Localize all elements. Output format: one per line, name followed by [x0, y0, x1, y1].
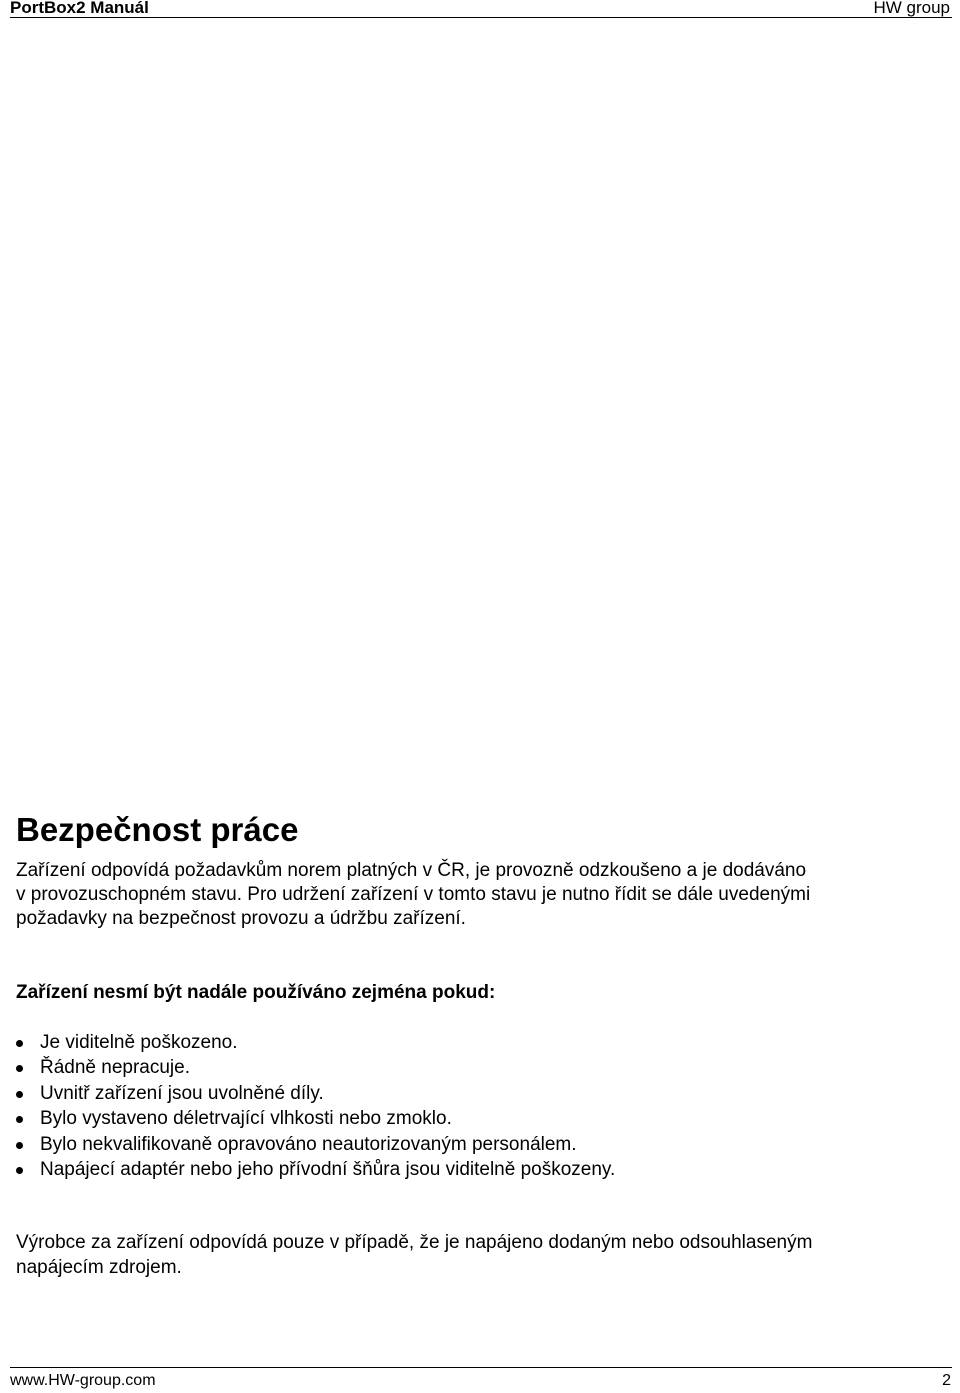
intro-line: v provozuschopném stavu. Pro udržení zařízení v tomto stavu je nutno řídit se dále uvedenými	[16, 884, 811, 905]
closing-paragraph	[16, 1230, 946, 1280]
warning-heading: Zařízení nesmí být nadále používáno zejména pokud:	[16, 982, 496, 1003]
list-item-text: Bylo vystaveno déletrvající vlhkosti nebo zmoklo.	[40, 1108, 452, 1130]
closing-line: napájecím zdrojem.	[16, 1257, 182, 1278]
list-item-text: Bylo nekvalifikovaně opravováno neautorizovaným personálem.	[40, 1133, 577, 1155]
page-footer	[10, 1367, 952, 1392]
footer-website: www.HW-group.com	[10, 1372, 156, 1389]
list-item-text: Uvnitř zařízení jsou uvolněné díly.	[40, 1082, 324, 1104]
bullet-icon	[16, 1116, 23, 1123]
bullet-icon	[16, 1040, 23, 1047]
list-item	[16, 1030, 615, 1055]
header-document-title: PortBox2 Manuál	[10, 0, 149, 17]
closing-line: Výrobce za zařízení odpovídá pouze v případě, že je napájeno dodaným nebo odsouhlaseným	[16, 1232, 813, 1253]
list-item	[16, 1132, 615, 1157]
list-item	[16, 1157, 615, 1182]
page-header	[10, 0, 952, 18]
bullet-icon	[16, 1065, 23, 1072]
list-item	[16, 1081, 615, 1106]
list-item-text: Je viditelně poškozeno.	[40, 1032, 238, 1053]
header-company-name: HW group	[873, 0, 950, 17]
section-title: Bezpečnost práce	[16, 811, 299, 848]
page-number: 2	[942, 1372, 951, 1389]
list-item	[16, 1106, 615, 1131]
intro-line: požadavky na bezpečnost provozu a údržbu zařízení.	[16, 908, 466, 929]
list-item-text: Řádně nepracuje.	[40, 1057, 190, 1079]
intro-line: Zařízení odpovídá požadavkům norem platných v ČR, je provozně odzkoušeno a je dodáváno	[16, 860, 807, 881]
list-item	[16, 1055, 615, 1080]
conditions-list	[16, 1030, 615, 1182]
intro-paragraph	[16, 859, 946, 931]
bullet-icon	[16, 1167, 23, 1174]
list-item-text: Napájecí adaptér nebo jeho přívodní šňůra jsou viditelně poškozeny.	[40, 1159, 616, 1181]
bullet-icon	[16, 1091, 23, 1098]
bullet-icon	[16, 1142, 23, 1149]
